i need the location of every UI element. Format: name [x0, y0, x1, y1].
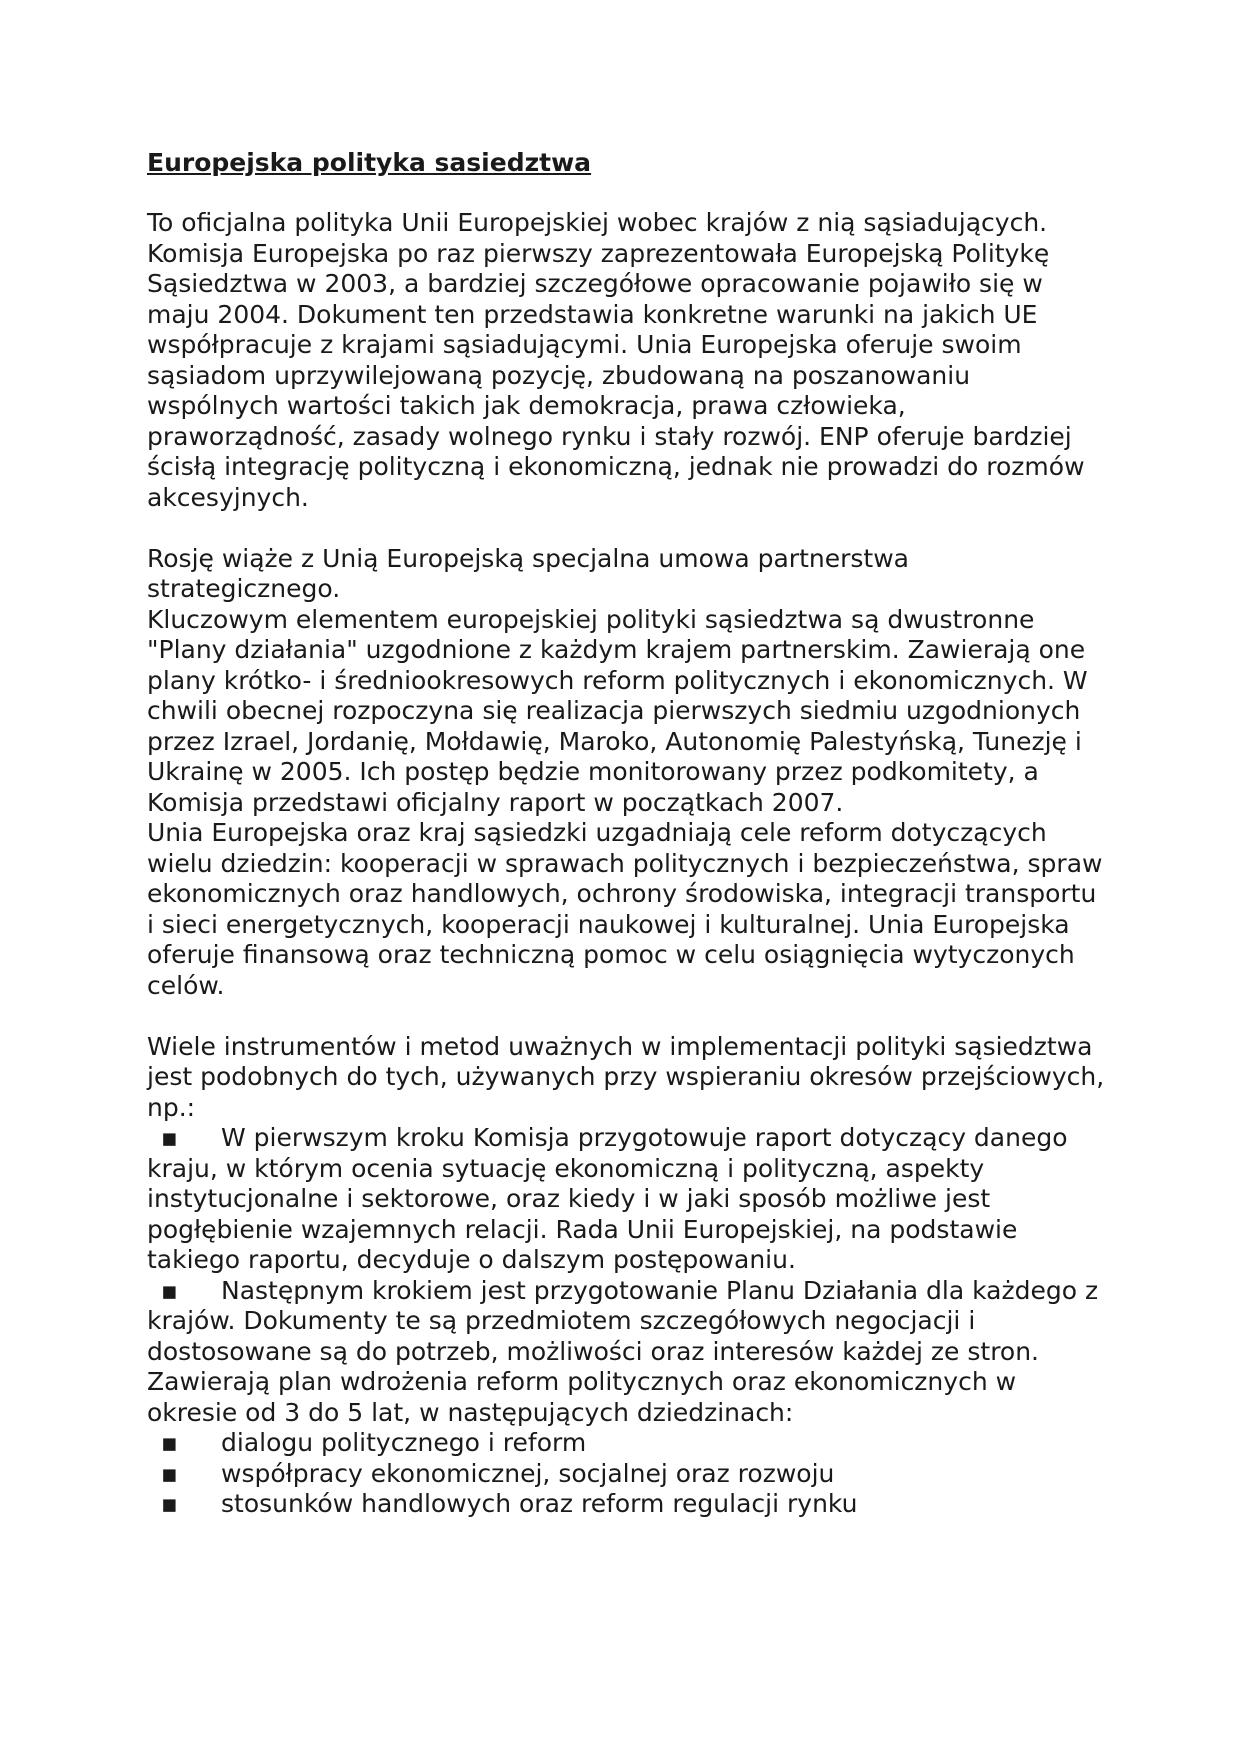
paragraph-instruments: Wiele instrumentów i metod uważnych w implementacji polityki sąsiedztwa jest podobnych do tych, używanych przy wspieraniu okresów przejściowych, np.:: [147, 1031, 1105, 1122]
bullet-mark: ▪: [161, 1275, 178, 1305]
list-item-text: W pierwszym kroku Komisja przygotowuje raport dotyczący danego kraju, w którym ocenia sytuację ekonomiczną i polityczną, aspekty instytucjonalne i sektorowe, oraz kiedy i w jaki sposób możliwe jest pogłębienie wzajemnych relacji. Rada Unii Europejskiej, na podstawie takiego raportu, decyduje o dalszym postępowaniu.: [147, 1123, 1068, 1274]
document-page: [147, 148, 1107, 1520]
list-item: [147, 1276, 1107, 1429]
list-item: [147, 1459, 1107, 1490]
bullet-mark: ▪: [161, 1489, 178, 1518]
list-item-text: Następnym krokiem jest przygotowanie Planu Działania dla każdego z krajów. Dokumenty te są przedmiotem szczegółowych negocjacji i dostosowane są do potrzeb, możliwości oraz interesów każdej ze stron. Zawierają plan wdrożenia reform politycznych oraz ekonomicznych w okresie od 3 do 5 lat, w następujących dziedzinach:: [147, 1275, 1099, 1427]
paragraph-reform-goals: Unia Europejska oraz kraj sąsiedzki uzgadniają cele reform dotyczących wielu dziedzin: kooperacji w sprawach politycznych i bezpieczeństwa, spraw ekonomicznych oraz handlowych, ochrony środowiska, integracji transportu i sieci energetycznych, kooperacji naukowej i kulturalnej. Unia Europejska oferuje finansową oraz techniczną pomoc w celu osiągnięcia wytyczonych celów.: [147, 818, 1103, 1000]
list-item-text: współpracy ekonomicznej, socjalnej oraz rozwoju: [221, 1458, 835, 1488]
document-title: Europejska polityka sasiedztwa: [147, 148, 592, 177]
paragraph-gap: [147, 1001, 1107, 1032]
list-item-text: dialogu politycznego i reform: [221, 1428, 587, 1457]
bullet-mark: ▪: [161, 1458, 178, 1488]
paragraph-russia: Rosję wiąże z Unią Europejską specjalna umowa partnerstwa strategicznego.: [147, 543, 909, 603]
bullet-mark: ▪: [161, 1123, 178, 1152]
list-item-text: stosunków handlowych oraz reform regulacji rynku: [221, 1489, 858, 1518]
paragraph-action-plans: Kluczowym elementem europejskiej polityki sąsiedztwa są dwustronne "Plany działania" uzgodnione z każdym krajem partnerskim. Zawierają one plany krótko- i średniookresowych reform politycznych i ekonomicznych. W chwili obecnej rozpoczyna się realizacja pierwszych siedmiu uzgodnionych przez Izrael, Jordanię, Mołdawię, Maroko, Autonomię Palestyńską, Tunezję i Ukrainę w 2005. Ich postęp będzie monitorowany przez podkomitety, a Komisja przedstawi oficjalny raport w początkach 2007.: [147, 604, 1088, 817]
paragraph-intro: To oficjalna polityka Unii Europejskiej wobec krajów z nią sąsiadujących. Komisja Europejska po raz pierwszy zaprezentowała Europejską Politykę Sąsiedztwa w 2003, a bardziej szczegółowe opracowanie pojawiło się w maju 2004. Dokument ten przedstawia konkretne warunki na jakich UE współpracuje z krajami sąsiadującymi. Unia Europejska oferuje swoim sąsiadom uprzywilejowaną pozycję, zbudowaną na poszanowaniu wspólnych wartości takich jak demokracja, prawa człowieka, praworządność, zasady wolnego rynku i stały rozwój. ENP oferuje bardziej ścisłą integrację polityczną i ekonomiczną, jednak nie prowadzi do rozmów akcesyjnych.: [147, 208, 1085, 512]
list-item: [147, 1489, 1107, 1520]
list-item: [147, 1123, 1107, 1276]
list-item: [147, 1428, 1107, 1459]
paragraph-gap: [147, 513, 1107, 544]
bullet-mark: ▪: [161, 1428, 178, 1457]
